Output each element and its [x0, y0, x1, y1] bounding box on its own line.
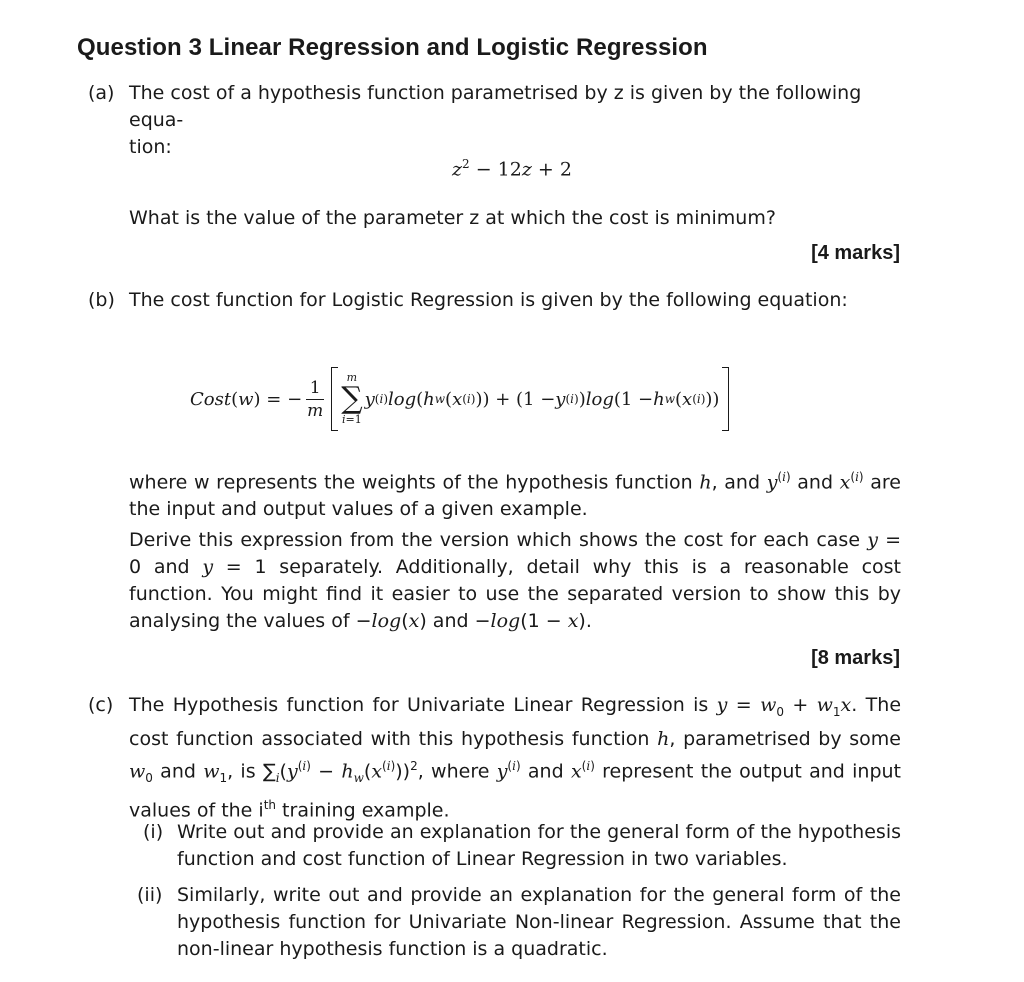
part-c-i-label: (i)	[143, 821, 164, 843]
part-a-question: What is the value of the parameter z at which the cost is minimum?	[129, 207, 776, 229]
part-b-derive-text: Derive this expression from the version which shows the cost for each case y = 0 and y = 1 separately. Additionally, detail why this is a reasonable cost function. You might find it easier to use the separated version to show this by analysing the values of −log(x) and −log(1 − x).	[129, 529, 902, 632]
part-b-marks: [8 marks]	[811, 647, 900, 669]
part-a-text	[129, 80, 901, 161]
left-bracket	[331, 367, 338, 431]
question-title: Question 3 Linear Regression and Logistic Regression	[77, 34, 708, 61]
part-c-ii-text: Similarly, write out and provide an explanation for the general form of the hypothesis function for Univariate Non-linear Regression. Assume that the non-linear hypothesis function is a quadratic.	[177, 884, 901, 960]
part-a-line2: tion:	[129, 136, 172, 158]
part-c-ii-label: (ii)	[137, 884, 163, 906]
right-bracket	[722, 367, 729, 431]
part-c-text: The Hypothesis function for Univariate Linear Regression is $y = w_0 + w_1x$. The cost function associated with this hypothesis function h, parametrised by some $w_0$ and $w_1$, is $\sum_i(y^{(i)} - h_w(x^{(i)}))^2$, where $y^{(i)}$ and $x^{(i)}$ represent the output and input values of the $i^{th}$ training example.	[129, 694, 902, 822]
part-b-where-text: where w represents the weights of the hypothesis function h, and $y^{(i)}$ and $x^{(i)}$ are the input and output values of a given example.	[129, 470, 901, 521]
part-c-i-text: Write out and provide an explanation for the general form of the hypothesis function and cost function of Linear Regression in two variables.	[177, 821, 901, 870]
part-a-line1: The cost of a hypothesis function parametrised by z is given by the following equa-	[129, 82, 862, 131]
cost-equation-a: $z^2 - 12z + 2$	[452, 157, 572, 181]
summation-sign: m ∑ i=1	[341, 371, 363, 426]
fraction-1-over-m: $\frac{1}{m}$	[307, 377, 324, 421]
part-a-marks: [4 marks]	[811, 242, 900, 264]
part-b-intro: The cost function for Logistic Regression is given by the following equation:	[129, 289, 848, 311]
part-a-label: (a)	[88, 82, 115, 104]
logistic-cost-equation: Cost ( w ) = − $\frac{1}{m}$ m ∑ i=1 y (i) log ( h w ( x (i) )) + (1 − y (i) ) log (1 − h w ( x (i) ))	[190, 362, 732, 436]
part-c-label: (c)	[88, 694, 114, 716]
part-b-label: (b)	[88, 289, 115, 311]
